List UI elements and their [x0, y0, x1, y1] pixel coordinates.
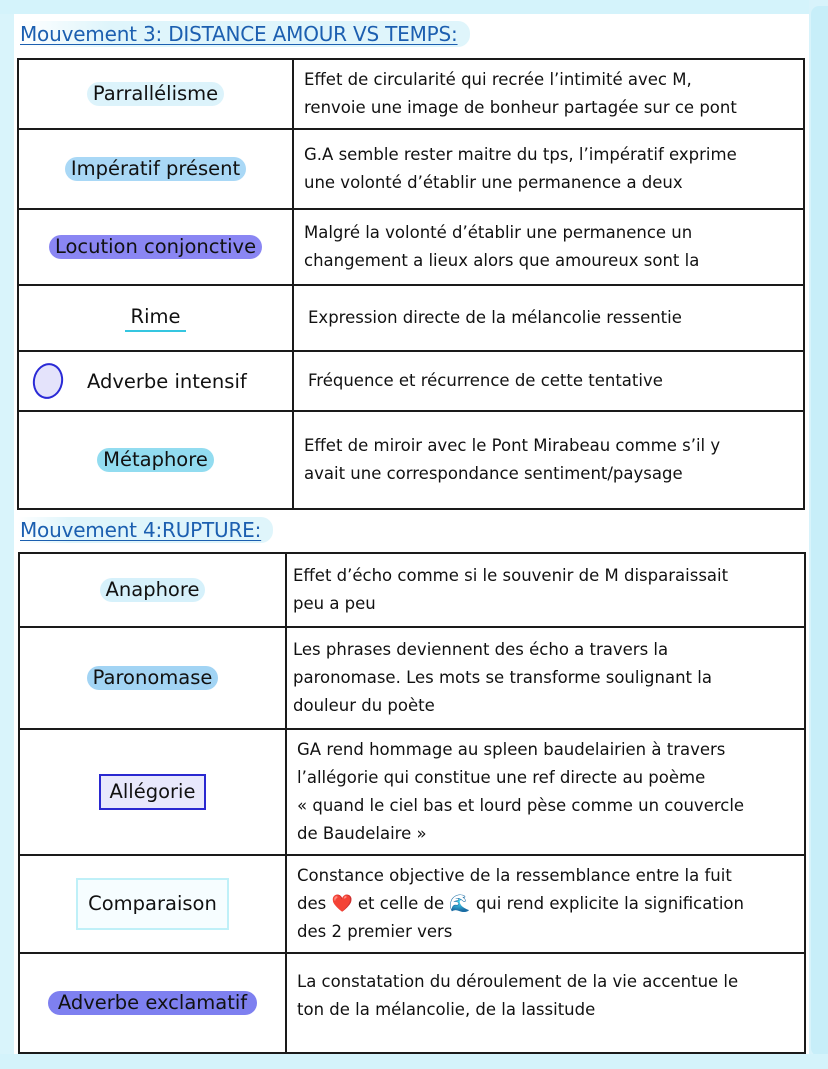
- term-label: Anaphore: [100, 578, 206, 602]
- term-cell: [18, 209, 293, 285]
- wave-icon: 🌊: [449, 894, 471, 914]
- description-line: Effet de miroir avec le Pont Mirabeau comme s’il y: [304, 436, 721, 455]
- scrollbar-thumb[interactable]: [811, 6, 828, 1056]
- description-line: paronomase. Les mots se transforme soulignant la: [293, 668, 712, 687]
- description-line: Effet d’écho comme si le souvenir de M disparaissait: [293, 566, 729, 585]
- description-cell: [293, 285, 804, 351]
- table-row: [18, 209, 804, 285]
- table-row: [19, 953, 805, 1053]
- description-cell: [293, 129, 804, 209]
- term-cell: [18, 411, 293, 509]
- description-cell: [286, 729, 805, 855]
- description-line: ton de la mélancolie, de la lassitude: [297, 1000, 596, 1019]
- description-line: des 2 premier vers: [297, 922, 453, 941]
- table-row: [18, 351, 804, 411]
- description-line: l’allégorie qui constitue une ref directe au poème: [297, 768, 706, 787]
- table-row: [18, 285, 804, 351]
- description-line: [297, 890, 804, 918]
- description-line: GA rend hommage au spleen baudelairien à travers: [297, 740, 726, 759]
- description-line: Malgré la volonté d’établir une permanence un: [304, 223, 693, 242]
- description-line: de Baudelaire »: [297, 824, 427, 843]
- term-cell: [19, 953, 286, 1053]
- term-cell: [18, 129, 293, 209]
- description-cell: [286, 553, 805, 627]
- description-cell: [286, 953, 805, 1053]
- description-line: renvoie une image de bonheur partagée sur ce pont: [304, 98, 737, 117]
- term-cell: [18, 351, 293, 411]
- term-cell: [19, 855, 286, 953]
- description-line: peu a peu: [293, 594, 376, 613]
- term-label: Rime: [125, 305, 187, 332]
- term-label: Comparaison: [76, 878, 229, 930]
- description-cell: [293, 209, 804, 285]
- table-row: [18, 129, 804, 209]
- text-fragment: qui rend explicite la signification: [470, 894, 744, 913]
- description-cell: [293, 351, 804, 411]
- table-mouvement-3: [17, 58, 805, 510]
- section-heading-mouvement-3: Mouvement 3: DISTANCE AMOUR VS TEMPS:: [18, 21, 470, 47]
- description-line: Les phrases deviennent des écho a travers la: [293, 640, 669, 659]
- table-mouvement-4: [18, 552, 806, 1054]
- description-line: La constatation du déroulement de la vie accentue le: [297, 972, 739, 991]
- table-row: [18, 59, 804, 129]
- term-cell: [19, 729, 286, 855]
- description-line: changement a lieux alors que amoureux sont la: [304, 251, 700, 270]
- term-cell: [19, 627, 286, 729]
- top-border: [0, 0, 828, 14]
- term-cell: [18, 59, 293, 129]
- term-label: Adverbe exclamatif: [48, 991, 257, 1015]
- term-label: Impératif présent: [65, 157, 246, 181]
- description-line: avait une correspondance sentiment/paysage: [304, 464, 683, 483]
- description-line: Constance objective de la ressemblance entre la fuit: [297, 866, 732, 885]
- scrollbar-track[interactable]: [809, 0, 828, 1069]
- section-heading-mouvement-4: Mouvement 4:RUPTURE:: [18, 517, 273, 543]
- table-row: [19, 729, 805, 855]
- term-cell: [19, 553, 286, 627]
- description-line: douleur du poète: [293, 696, 435, 715]
- term-label: Allégorie: [99, 774, 207, 810]
- description-line: Expression directe de la mélancolie ressentie: [308, 308, 682, 327]
- description-line: Fréquence et récurrence de cette tentative: [308, 371, 663, 390]
- description-line: « quand le ciel bas et lourd pèse comme un couvercle: [297, 796, 745, 815]
- table-row: [19, 553, 805, 627]
- term-label: Parrallélisme: [87, 82, 224, 106]
- table-row: [19, 855, 805, 953]
- text-fragment: des: [297, 894, 332, 913]
- table-row: [18, 411, 804, 509]
- description-cell: [286, 627, 805, 729]
- description-cell: [293, 59, 804, 129]
- heart-icon: ❤️: [331, 894, 353, 914]
- term-label: Métaphore: [97, 448, 214, 472]
- description-line: Effet de circularité qui recrée l’intimité avec M,: [304, 70, 692, 89]
- table-row: [19, 627, 805, 729]
- bottom-border: [0, 1054, 828, 1069]
- description-cell: [293, 411, 804, 509]
- term-label: Paronomase: [87, 666, 219, 690]
- circle-marker-icon: [30, 360, 67, 401]
- text-fragment: et celle de: [352, 894, 450, 913]
- term-label: Adverbe intensif: [87, 369, 247, 393]
- term-label: Locution conjonctive: [49, 235, 262, 259]
- term-cell: [18, 285, 293, 351]
- description-cell: [286, 855, 805, 953]
- description-line: G.A semble rester maitre du tps, l’impératif exprime: [304, 145, 737, 164]
- description-line: une volonté d’établir une permanence a deux: [304, 173, 683, 192]
